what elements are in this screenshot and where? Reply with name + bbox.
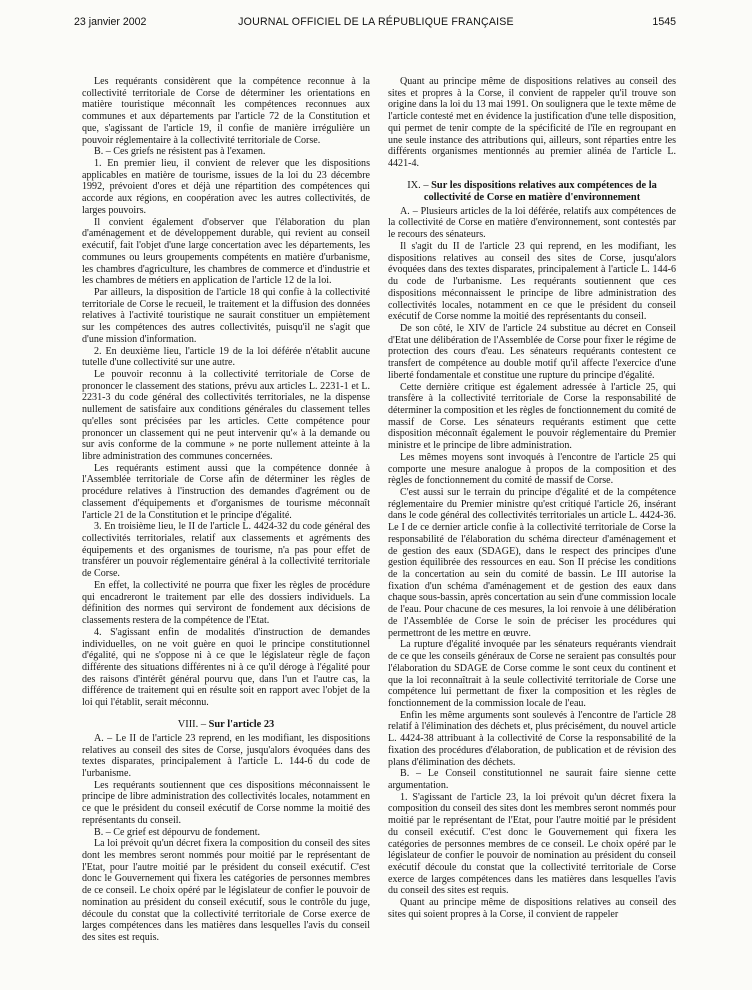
paragraph: Il s'agit du II de l'article 23 qui reprend, en les modifiant, les dispositions relatives au conseil des sites de Corse, jusqu'alors évoquées dans des textes disparates, principalement à l'article L. 144-6 du code de l'urbanisme. Les requérants soutiennent que ces dispositions méconnaissent le principe de libre administration des collectivités locales, notamment en ce que le président du conseil exécutif de Corse nomme la moitié des représentants du conseil. <box>388 240 676 323</box>
paragraph: A. – Plusieurs articles de la loi déférée, relatifs aux compétences de la collectivité de Corse en matière d'environnement, sont contestés par le recours des sénateurs. <box>388 205 676 241</box>
left-column <box>82 76 370 988</box>
paragraph: La loi prévoit qu'un décret fixera la composition du conseil des sites dont les membres seront nommés pour moitié par le représentant de l'Etat, pour l'autre moitié par le président du conseil exécutif. C'est donc le Gouvernement qui fixera les catégories de personnes membres de ce conseil. Le choix opéré par le législateur de confier le pouvoir de nomination au président du conseil exécutif, sous le contrôle du juge, découle du constat que la collectivité territoriale de Corse exerce de larges compétences dans les matières dans lesquelles l'avis du conseil des sites est requis. <box>82 838 370 944</box>
paragraph: Quant au principe même de dispositions relatives au conseil des sites qui soient propres à la Corse, il convient de rappeler <box>388 897 676 920</box>
section-title: Sur l'article 23 <box>208 718 275 730</box>
paragraph: A. – Le II de l'article 23 reprend, en les modifiant, les dispositions relatives au conseil des sites de Corse, jusqu'alors évoquées dans des textes disparates, principalement à l'article L. 144-6 du code de l'urbanisme. <box>82 732 370 779</box>
header-title: JOURNAL OFFICIEL DE LA RÉPUBLIQUE FRANÇAISE <box>238 16 514 28</box>
paragraph: Cette dernière critique est également adressée à l'article 25, qui transfère à la collectivité territoriale de Corse la responsabilité de déterminer la composition et les règles de fonctionnement du comité de massif de Corse. Les sénateurs requérants estiment que cette disposition méconnaît également le pouvoir réglementaire du Premier ministre et le principe de libre administration. <box>388 381 676 452</box>
paragraph: Il convient également d'observer que l'élaboration du plan d'aménagement et de développement durable, qui revient au conseil exécutif, fait l'objet d'une large concertation avec les départements, les communes ou leurs groupements compétents en matière d'urbanisme, les chambres d'agriculture, les chambres de commerce et d'industrie et les chambres de métiers en application de l'article 12 de la loi. <box>82 216 370 287</box>
right-column <box>388 76 676 988</box>
section-title: Sur les dispositions relatives aux compétences de la collectivité de Corse en matière d'environnement <box>423 179 657 203</box>
paragraph: Les requérants considèrent que la compétence reconnue à la collectivité territoriale de Corse de déterminer les orientations en matière touristique méconnaît les compétences reconnues aux communes et aux départements par l'article 72 de la Constitution et que, s'agissant de l'article 19, il confie de manière irrégulière un pouvoir réglementaire à la collectivité territoriale de Corse. <box>82 76 370 146</box>
paragraph: 4. S'agissant enfin de modalités d'instruction de demandes individuelles, on ne voit guère en quoi le principe constitutionnel d'égalité, qui ne s'oppose ni à ce que le législateur règle de façon différente des situations différentes ni à ce qu'il déroge à l'égalité pour des raisons d'intérêt général pourvu que, dans l'un et l'autre cas, la différence de traitement qui en résulte soit en rapport avec l'objet de la loi qui l'établit, serait méconnu. <box>82 626 370 709</box>
paragraph: Les mêmes moyens sont invoqués à l'encontre de l'article 25 qui comporte une mesure analogue à propos de la composition et des règles de fonctionnement du comité de massif de Corse. <box>388 451 676 487</box>
paragraph: B. – Ce grief est dépourvu de fondement. <box>94 826 261 838</box>
paragraph: Enfin les même arguments sont soulevés à l'encontre de l'article 28 relatif à l'élimination des déchets et, plus précisément, du nouvel article L. 4424-38 attribuant à la collectivité de Corse la responsabilité de la fixation des procédures d'élaboration, de publication et de révision des plans d'élimination des déchets. <box>388 709 676 768</box>
paragraph: Quant au principe même de dispositions relatives au conseil des sites et propres à la Corse, il convient de rappeler qu'il trouve son origine dans la loi du 13 mai 1991. On soulignera que le texte même de l'article contesté met en évidence la justification d'une telle disposition, qui permet de tenir compte de la spécificité de l'île en regroupant en une seule instance des attributions qui, ailleurs, sont réparties entre les différents organismes mentionnés au premier alinéa de l'article L. 4421-4. <box>388 76 676 170</box>
paragraph: Les requérants soutiennent que ces dispositions méconnaissent le principe de libre administration des collectivités locales, notamment en ce que le président du conseil exécutif de Corse nomme la moitié des représentants du conseil. <box>82 779 370 826</box>
paragraph: Le pouvoir reconnu à la collectivité territoriale de Corse de prononcer le classement des stations, prévu aux articles L. 2231-1 et L. 2231-3 du code général des collectivités territoriales, ne la dispense nullement de satisfaire aux conditions générales du classement telles qu'elles sont précisées par les articles. Cette compétence pour prononcer un classement qui ne peut intervenir qu'« à la demande ou sur avis conforme de la commune » ne porte nullement atteinte à la libre administration des communes concernées. <box>82 368 370 462</box>
header-page-number: 1545 <box>652 16 676 28</box>
paragraph: De son côté, le XIV de l'article 24 substitue au décret en Conseil d'Etat une délibération de l'Assemblée de Corse pour fixer le régime de protection des cours d'eau. Les sénateurs requérants contestent ce transfert de compétence au double motif qu'il affecte l'exercice d'une liberté fondamentale et constitue une rupture du principe d'égalité. <box>388 322 676 381</box>
paragraph: En effet, la collectivité ne pourra que fixer les règles de procédure qui encadreront le traitement par elle des dossiers individuels. La définition des normes qui serviront de fondement aux décisions de classements restera de la compétence de l'Etat. <box>82 579 370 627</box>
paragraph: Par ailleurs, la disposition de l'article 18 qui confie à la collectivité territoriale de Corse le recueil, le traitement et la diffusion des données relatives à l'activité touristique ne saurait constituer un empiètement sur les compétences des autres collectivités, puisqu'il ne s'agit que d'une mission d'information. <box>82 286 370 345</box>
paragraph: 1. En premier lieu, il convient de relever que les dispositions applicables en matière de tourisme, issues de la loi du 23 décembre 1992, prévoient d'ores et déjà une répartition des compétences qui accorde aux régions, en coopération avec les autres collectivités, de larges pouvoirs. <box>82 158 370 216</box>
section-heading-ix <box>388 180 676 204</box>
paragraph: 1. S'agissant de l'article 23, la loi prévoit qu'un décret fixera la composition du conseil des sites dont les membres seront nommés pour moitié par le représentant de l'Etat, pour l'autre moitié par le président du conseil exécutif. C'est donc le Gouvernement qui fixera les catégories de personnes membres de ce conseil. Le choix opéré par le législateur de confier le pouvoir de nomination au président du conseil exécutif découle du constat que la collectivité territoriale de Corse exerce de larges compétences dans les matières dans lesquelles l'avis du conseil des sites est requis. <box>388 791 676 897</box>
paragraph: 3. En troisième lieu, le II de l'article L. 4424-32 du code général des collectivités territoriales, relatif aux classements et agréments des équipements et des organismes de tourisme, n'a pas pour effet de transférer un pouvoir réglementaire général à la collectivité territoriale de Corse. <box>82 521 370 580</box>
section-heading-viii <box>82 719 370 731</box>
section-number: VIII. – <box>177 718 209 730</box>
section-number: IX. – <box>407 179 432 191</box>
paragraph: 2. En deuxième lieu, l'article 19 de la loi déférée n'établit aucune tutelle d'une collectivité sur une autre. <box>82 345 370 369</box>
header-date: 23 janvier 2002 <box>74 16 147 28</box>
paragraph: Les requérants estiment aussi que la compétence donnée à l'Assemblée territoriale de Corse afin de déterminer les règles de procédure relatives à l'instruction des demandes d'agrément ou de classement d'équipements et d'organismes de tourisme méconnaît l'article 21 de la Constitution et le principe d'égalité. <box>82 462 370 521</box>
paragraph: La rupture d'égalité invoquée par les sénateurs requérants viendrait de ce que les conseils généraux de Corse ne seraient pas consultés pour l'élaboration du SDAGE de Corse comme le sont ceux du continent et que la loi reconnaîtrait à la seule collectivité territoriale de Corse une compétence lui permettant de fixer la composition et les règles de fonctionnement de la commission locale de l'eau. <box>388 639 676 709</box>
paragraph: C'est aussi sur le terrain du principe d'égalité et de la compétence réglementaire du Premier ministre qu'est critiqué l'article 26, insérant dans le code général des collectivités territoriales un article L. 4424-36. Le I de ce dernier article confie à la collectivité territoriale de Corse la responsabilité de l'élaboration du schéma directeur d'aménagement et de gestion des eaux (SDAGE), dans le respect des principes d'une gestion équilibrée des ressources en eau. Son II précise les conditions de la concertation au sein du comité de bassin. Le III autorise la fixation d'un schéma d'aménagement et de gestion des eaux dans chaque sous-bassin, après concertation au sein d'une commission locale de l'eau. Pour chacune de ces mesures, la loi renvoie à une délibération de l'Assemblée de Corse le soin de préciser les procédures qui permettront de les mettre en œuvre. <box>388 487 676 639</box>
paragraph: B. – Ces griefs ne résistent pas à l'examen. <box>94 146 266 158</box>
paragraph: B. – Le Conseil constitutionnel ne saurait faire sienne cette argumentation. <box>388 768 676 791</box>
